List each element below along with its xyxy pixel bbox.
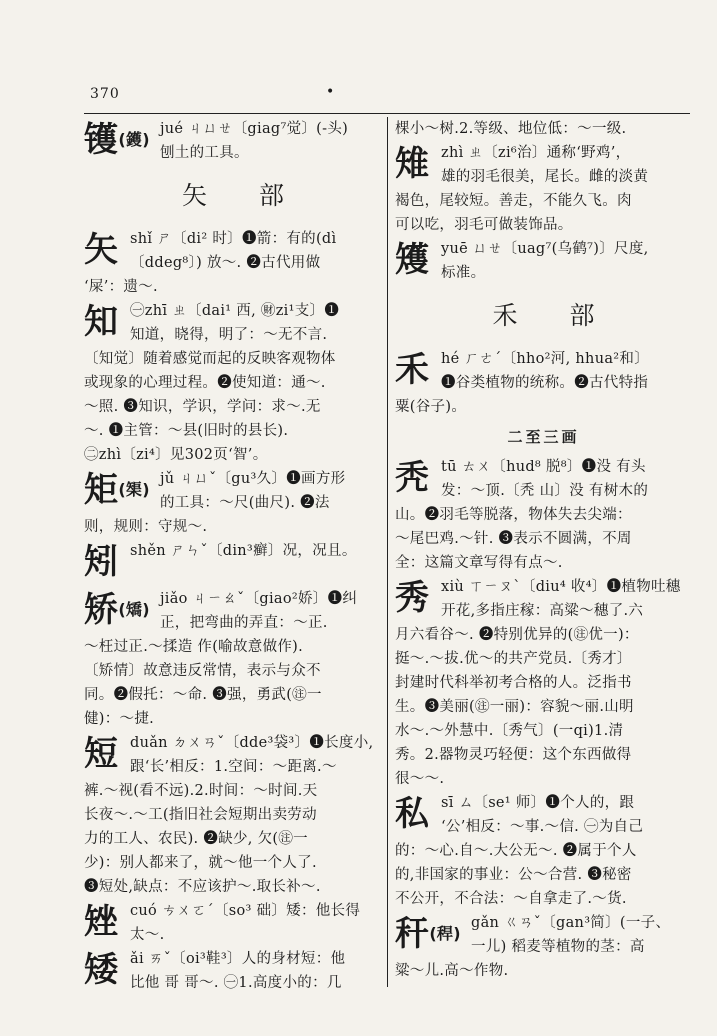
headword — [84, 120, 150, 160]
dictionary-entry — [84, 467, 382, 539]
radical-section-heading: 矢 部 — [182, 181, 306, 210]
entry-line: 〔ddeg⁸〕) 放～. ❷古代用做 — [130, 255, 321, 271]
entry-line: 发：～顶.〔秃 山〕没 有树木的 — [441, 483, 649, 499]
entry-line: 不公开，不合法：～自拿走了.～货. — [395, 891, 627, 907]
entry-line: 可以吃，羽毛可做装饰品。 — [395, 217, 573, 233]
entry-line: cuó ㄘㄨㄛˊ〔so³ 础〕矮：他长得 — [130, 903, 361, 919]
entry-line: 封建时代科举初考合格的人。泛指书 — [395, 675, 632, 691]
traditional-form: (稈) — [429, 924, 461, 943]
entry-line: zhì ㄓ〔zi⁶治〕通称‘野鸡’， — [441, 145, 631, 161]
entry-line: 挺～.～拔.优～的共产党员.〔秀才〕 — [395, 651, 632, 667]
entry-line: 雄的羽毛很美，尾长。雌的淡黄 — [441, 169, 649, 185]
headword-char: 秃 — [395, 458, 430, 498]
entry-line — [84, 563, 382, 587]
entry-line: ㊁zhì〔zi⁴〕见302页‘智’。 — [84, 447, 268, 463]
entry-line: ～照. ❸知识，学识，学问：求～.无 — [84, 399, 321, 415]
headword — [84, 734, 118, 774]
headword — [84, 302, 118, 342]
entry-line: 〔矫情〕故意违反常情，表示与众不 — [84, 663, 321, 679]
entry-line: ❸短处,缺点：不应该护～.取长补～. — [84, 879, 321, 895]
headword-char: 短 — [84, 734, 119, 774]
headword-char: 矱 — [395, 240, 430, 280]
entry-line: gǎn ㄍㄢˇ〔gan³简〕(一子、 — [471, 915, 671, 931]
entry-line: 或现象的心理过程。❷使知道：通～. — [84, 375, 326, 391]
headword — [84, 230, 118, 270]
entry-line: jiǎo ㄐㄧㄠˇ〔giao²娇〕❶纠 — [160, 591, 358, 607]
traditional-form: (鑊) — [118, 130, 150, 149]
dictionary-entry — [395, 347, 692, 419]
entry-line: 全：这篇文章写得有点～. — [395, 555, 563, 571]
header-rule — [84, 113, 690, 114]
right-column — [395, 117, 692, 983]
entry-line: 健)：～捷. — [84, 711, 155, 727]
entry-line: ‘公’相反：～事.～信. ㊀为自己 — [441, 819, 644, 835]
headword-char: 矬 — [84, 902, 119, 942]
traditional-form: (榘) — [118, 480, 150, 499]
entry-line: 正，把弯曲的弄直：～正. — [160, 615, 328, 631]
entry-line: 山。❷羽毛等脱落，物体失去尖端： — [395, 507, 632, 523]
entry-line: hé ㄏㄜˊ〔hho²河, hhua²和〕 — [441, 351, 649, 367]
headword-char: 镬 — [84, 120, 119, 160]
dictionary-entry — [395, 791, 692, 911]
headword-char: 秆 — [395, 914, 430, 954]
dictionary-entry — [395, 237, 692, 285]
entry-line: 开花,多指庄稼：高粱～穗了.六 — [441, 603, 644, 619]
entry-line: 粱～儿.高～作物. — [395, 963, 509, 979]
entry-line: ～. ❶主管：～县(旧时的县长). — [84, 423, 289, 439]
page-number: 370 — [90, 86, 120, 102]
entry-line: 〔知觉〕随着感觉而起的反映客观物体 — [84, 351, 336, 367]
headword — [395, 914, 461, 954]
headword-char: 私 — [395, 794, 430, 834]
headword — [84, 902, 118, 942]
entry-line: shěn ㄕㄣˇ〔din³癣〕况，况且。 — [130, 543, 357, 559]
entry-line: ～尾巴鸡.～针. ❸表示不圆满，不周 — [395, 531, 632, 547]
ink-mark: • — [326, 84, 335, 100]
dictionary-entry — [84, 227, 382, 299]
entry-line: 水～.～外慧中.〔秀气〕(一qi)1.清 — [395, 723, 624, 739]
entry-line: duǎn ㄉㄨㄢˇ〔dde³袋³〕❶长度小, — [130, 735, 374, 751]
headword-char: 矢 — [84, 230, 119, 270]
headword-char: 矧 — [84, 542, 119, 582]
entry-line: 褐色，尾较短。善走，不能久飞。肉 — [395, 193, 632, 209]
entry-line: 力的工人、农民). ❷缺少, 欠(㊟一 — [84, 831, 308, 847]
entry-line: 太～. — [130, 927, 165, 943]
radical-section-heading: 禾 部 — [492, 301, 617, 330]
dictionary-entry — [84, 731, 382, 899]
headword — [395, 578, 429, 618]
entry-line: tū ㄊㄨ〔hud⁸ 脱⁸〕❶没 有头 — [441, 459, 646, 475]
headword — [395, 240, 429, 280]
headword-char: 禾 — [395, 350, 430, 390]
entry-line: 标准。 — [441, 265, 486, 281]
headword — [84, 590, 150, 630]
entry-line: shǐ ㄕ〔di² 时〕❶箭：有的(dì — [130, 231, 337, 247]
entry-line: 秀。2.器物灵巧轻便：这个东西做得 — [395, 747, 632, 763]
left-column — [84, 117, 382, 995]
dictionary-entry — [395, 117, 692, 141]
entry-line: 同。❷假托：～命. ❸强，勇武(㊟一 — [84, 687, 322, 703]
dictionary-entry — [395, 911, 692, 983]
entry-line: jǔ ㄐㄩˇ〔gu³久〕❶画方形 — [160, 471, 346, 487]
entry-line: 月六看谷～. ❷特别优异的(㊟优一)： — [395, 627, 639, 643]
entry-line: ❶谷类植物的统称。❷古代特指 — [441, 375, 649, 391]
dictionary-entry — [84, 299, 382, 467]
entry-line: 生。❸美丽(㊟一丽)：容貌～丽.山明 — [395, 699, 634, 715]
entry-line: xiù ㄒㄧㄡˋ〔diu⁴ 收⁴〕❶植物吐穗 — [441, 579, 681, 595]
entry-line: 很～～. — [395, 771, 445, 787]
entry-line: 少)：别人都来了，就～他一个人了. — [84, 855, 317, 871]
column-rule — [387, 117, 388, 987]
headword — [395, 144, 429, 184]
dictionary-entry — [395, 575, 692, 791]
traditional-form: (矯) — [118, 600, 150, 619]
headword-char: 秀 — [395, 578, 430, 618]
entry-line: 知道，晓得，明了：～无不言. — [130, 327, 328, 343]
headword-char: 知 — [84, 302, 119, 342]
dictionary-entry — [84, 539, 382, 587]
entry-line: 粟(谷子)。 — [395, 399, 467, 415]
entry-line: 比他 哥 哥～. ㊀1.高度小的：几 — [130, 975, 342, 991]
headword-char: 矩 — [84, 470, 119, 510]
entry-line: ‘屎’：遗～. — [84, 279, 158, 295]
entry-line: ～枉过正.～揉造 作(喻故意做作). — [84, 639, 304, 655]
dictionary-entry — [84, 587, 382, 731]
entry-line: sī ㄙ〔se¹ 师〕❶个人的，跟 — [441, 795, 635, 811]
entry-line: ㊀zhī ㄓ〔dai¹ 西, ㊖zi¹支〕❶ — [130, 303, 340, 319]
entry-line: ǎi ㄞˇ〔oi³鞋³〕人的身材短：他 — [130, 951, 346, 967]
entry-line: yuē ㄩㄝ〔uag⁷(乌鹤⁷)〕尺度, — [441, 241, 649, 257]
headword — [84, 542, 118, 582]
entry-line: 跟‘长’相反：1.空间：～距离.～ — [130, 759, 337, 775]
entry-line: 则，规则：守规～. — [84, 519, 208, 535]
headword — [395, 458, 429, 498]
entry-line: 裤.～视(看不远).2.时间：～时间.天 — [84, 783, 318, 799]
headword — [395, 794, 429, 834]
headword-char: 矫 — [84, 590, 119, 630]
entry-line: 棵小～树.2.等级、地位低：～一级. — [395, 121, 627, 137]
entry-line: 的工具：～尺(曲尺). ❷法 — [160, 495, 330, 511]
entry-line: 的：～心.自～.大公无～. ❷属于个人 — [395, 843, 637, 859]
dictionary-entry — [84, 947, 382, 995]
entry-line: 一儿) 稻麦等植物的茎：高 — [471, 939, 645, 955]
dictionary-entry — [395, 141, 692, 237]
headword-char: 雉 — [395, 144, 430, 184]
dictionary-entry — [84, 899, 382, 947]
entry-line: jué ㄐㄩㄝ〔giag⁷觉〕(-头) — [160, 121, 349, 137]
headword — [395, 350, 429, 390]
stroke-count-heading: 二至三画 — [507, 428, 580, 446]
headword-char: 矮 — [84, 950, 119, 990]
headword — [84, 950, 118, 990]
headword — [84, 470, 150, 510]
entry-line: 的,非国家的事业：公～合营. ❸秘密 — [395, 867, 632, 883]
dictionary-entry — [84, 117, 382, 165]
dictionary-entry — [395, 455, 692, 575]
entry-line: 刨土的工具。 — [160, 145, 249, 161]
entry-line: 长夜～.～工(指旧社会短期出卖劳动 — [84, 807, 317, 823]
